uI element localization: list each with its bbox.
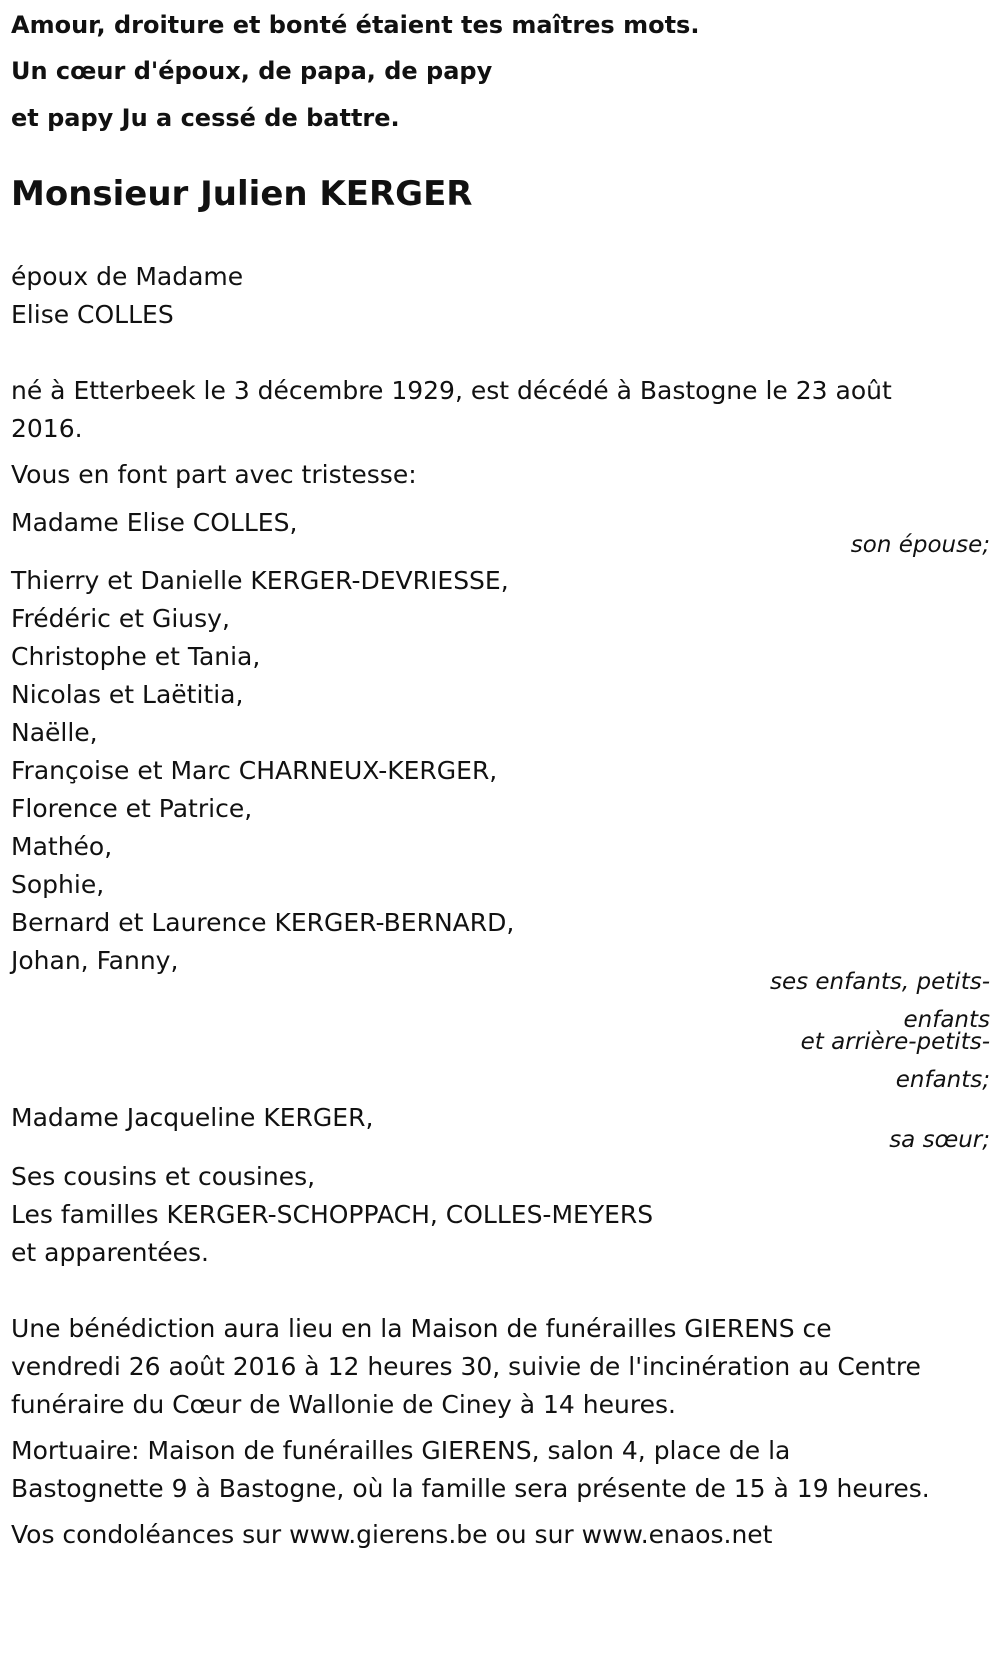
announcement-intro: Vous en font part avec tristesse: (11, 460, 417, 489)
family-member: Françoise et Marc CHARNEUX-KERGER, (11, 756, 498, 785)
family-member: Mathéo, (11, 832, 113, 861)
family-member: Thierry et Danielle KERGER-DEVRIESSE, (11, 566, 509, 595)
ceremony-line: vendredi 26 août 2016 à 12 heures 30, suivie de l'incinération au Centre (11, 1352, 921, 1381)
relationship-label: enfants (903, 1007, 990, 1033)
family-member: Naëlle, (11, 718, 98, 747)
relationship-label: ses enfants, petits- (769, 969, 990, 995)
deceased-name: Monsieur Julien KERGER (11, 174, 473, 214)
birth-death-line: né à Etterbeek le 3 décembre 1929, est décédé à Bastogne le 23 août (11, 376, 892, 405)
mortuary-line: Bastognette 9 à Bastogne, où la famille sera présente de 15 à 19 heures. (11, 1474, 930, 1503)
family-member: Bernard et Laurence KERGER-BERNARD, (11, 908, 515, 937)
epitaph-line: et papy Ju a cessé de battre. (11, 104, 400, 132)
family-member: Florence et Patrice, (11, 794, 253, 823)
mortuary-line: Mortuaire: Maison de funérailles GIERENS, salon 4, place de la (11, 1436, 791, 1465)
family-member: Frédéric et Giusy, (11, 604, 230, 633)
ceremony-line: funéraire du Cœur de Wallonie de Ciney à 14 heures. (11, 1390, 676, 1419)
epitaph-line: Amour, droiture et bonté étaient tes maîtres mots. (11, 11, 700, 39)
relationship-label: sa sœur; (889, 1127, 990, 1153)
other-relatives: et apparentées. (11, 1238, 209, 1267)
epitaph-line: Un cœur d'époux, de papa, de papy (11, 57, 493, 85)
birth-death-line: 2016. (11, 414, 83, 443)
spouse-line: Elise COLLES (11, 300, 174, 329)
ceremony-line: Une bénédiction aura lieu en la Maison de funérailles GIERENS ce (11, 1314, 832, 1343)
family-member: Madame Elise COLLES, (11, 508, 298, 537)
family-member: Johan, Fanny, (11, 946, 179, 975)
relationship-label: enfants; (895, 1067, 990, 1093)
family-member: Christophe et Tania, (11, 642, 261, 671)
relationship-label: son épouse; (850, 532, 990, 558)
family-member: Nicolas et Laëtitia, (11, 680, 244, 709)
other-relatives: Ses cousins et cousines, (11, 1162, 316, 1191)
relationship-label: et arrière-petits- (800, 1029, 990, 1055)
spouse-line: époux de Madame (11, 262, 244, 291)
other-relatives: Les familles KERGER-SCHOPPACH, COLLES-MEYERS (11, 1200, 654, 1229)
family-member: Sophie, (11, 870, 105, 899)
family-member: Madame Jacqueline KERGER, (11, 1103, 374, 1132)
condolences-line: Vos condoléances sur www.gierens.be ou sur www.enaos.net (11, 1520, 773, 1549)
